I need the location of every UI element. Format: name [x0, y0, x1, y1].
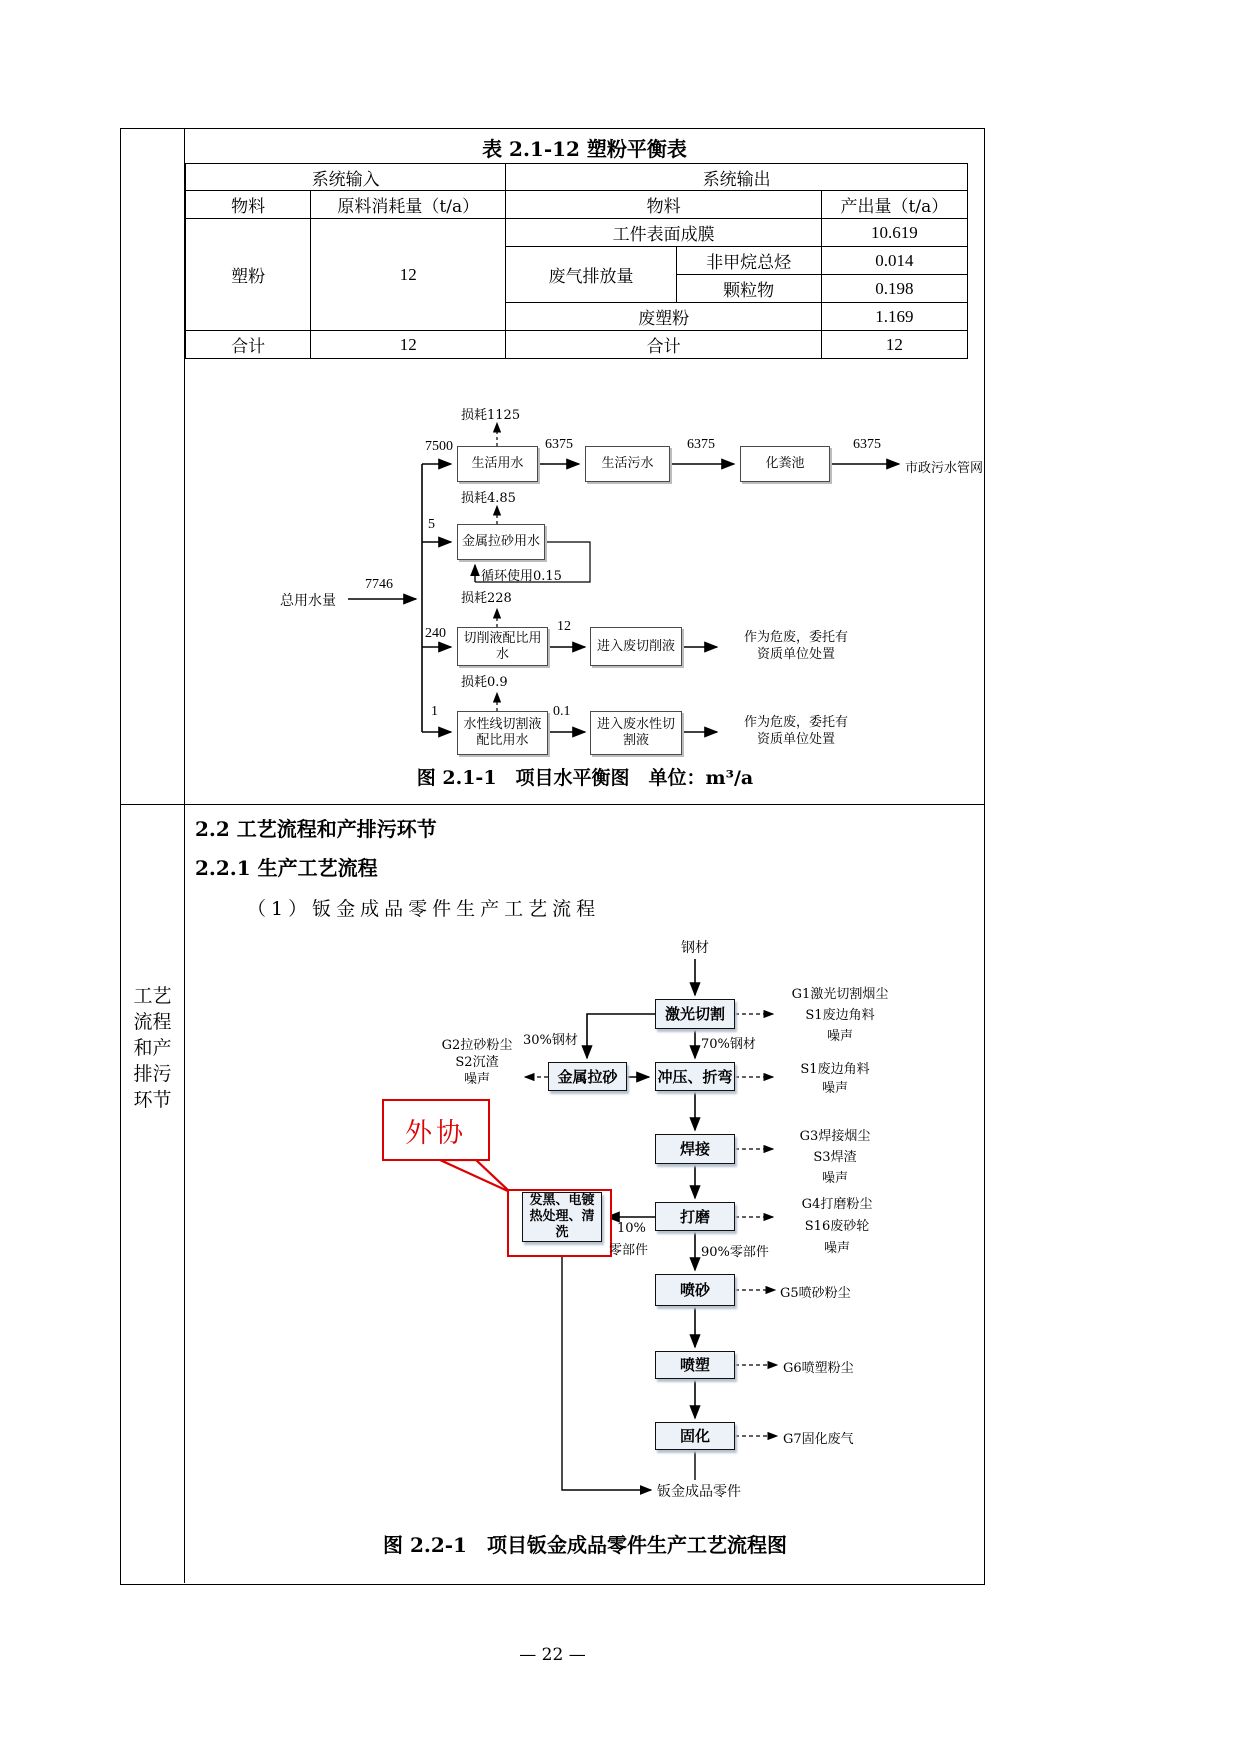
emission-g3 — [775, 1126, 895, 1189]
vlabel-line: 环节 — [133, 1089, 172, 1111]
process-diagram-caption: 图 2.2-1 项目钣金成品零件生产工艺流程图 — [383, 1533, 787, 1557]
row1-label-cell — [121, 129, 185, 804]
flow-7500: 7500 — [425, 439, 453, 454]
branch-10pct: 10% — [617, 1221, 646, 1236]
emission-g2-line3: 噪声 — [463, 1072, 490, 1087]
cell-pm-value: 0.198 — [821, 275, 967, 303]
flow-1: 1 — [431, 704, 438, 719]
cell-nmhc-value: 0.014 — [821, 247, 967, 275]
water-diagram-caption: 图 2.1-1 项目水平衡图 单位：m³/a — [416, 767, 754, 789]
header-system-output: 系统输出 — [506, 164, 968, 191]
loss-sanding: 损耗4.85 — [461, 491, 516, 506]
outsource-label: 外协 — [405, 1117, 467, 1149]
flow-0p1: 0.1 — [553, 704, 571, 719]
branch-10pct-parts: 零部件 — [609, 1243, 649, 1258]
step-metal-sanding: 金属拉砂 — [548, 1062, 627, 1091]
step-stamping-bending: 冲压、折弯 — [655, 1062, 735, 1091]
emission-g2 — [433, 1037, 521, 1088]
table-row — [186, 164, 968, 191]
cell-input-amount: 12 — [311, 219, 506, 331]
node-waste-cutting-fluid: 进入废切削液 — [590, 627, 682, 666]
header-system-input: 系统输入 — [186, 164, 506, 191]
flow-6375-b: 6375 — [687, 437, 715, 452]
emission-s1-line2: 噪声 — [821, 1081, 848, 1096]
frame-row-1 — [121, 129, 984, 805]
emission-g2-line2: S2沉渣 — [455, 1055, 499, 1070]
emission-g4-line1: G4打磨粉尘 — [801, 1197, 873, 1212]
cell-waste-label: 废塑粉 — [506, 303, 821, 331]
cell-total-out: 12 — [821, 331, 967, 359]
header-output-amount: 产出量（t/a） — [821, 191, 967, 219]
powder-balance-table — [185, 163, 968, 359]
outsource-callout — [382, 1099, 490, 1161]
vlabel-line: 和产 — [133, 1037, 172, 1059]
cell-pm-label: 颗粒物 — [676, 275, 821, 303]
emission-g3-line3: 噪声 — [821, 1171, 848, 1186]
node-wirecut-fluid-water: 水性线切割液配比用水 — [457, 711, 548, 755]
sink-hazwaste-2-line2: 资质单位处置 — [756, 732, 835, 747]
table-title: 表 2.1-12 塑粉平衡表 — [482, 137, 687, 161]
sink-hazwaste-2 — [721, 714, 871, 748]
emission-g1-line1: G1激光切割烟尘 — [791, 987, 889, 1002]
branch-30-steel: 30%钢材 — [523, 1033, 578, 1048]
flow-240: 240 — [425, 626, 446, 641]
emission-g6: G6喷塑粉尘 — [783, 1361, 854, 1376]
step-welding: 焊接 — [655, 1134, 735, 1164]
cell-total-label-in: 合计 — [186, 331, 311, 359]
water-source-label: 总用水量 — [280, 593, 336, 609]
cell-film-label: 工件表面成膜 — [506, 219, 821, 247]
flow-5: 5 — [428, 517, 435, 532]
emission-g1-line3: 噪声 — [826, 1029, 853, 1044]
item-1-line: （1）钣金成品零件生产工艺流程 — [247, 898, 601, 920]
flow-6375-c: 6375 — [853, 437, 881, 452]
branch-90pct-parts: 90%零部件 — [701, 1245, 769, 1260]
node-cutting-fluid-water: 切削液配比用水 — [457, 627, 548, 666]
row2-content — [185, 805, 984, 1583]
emission-g4 — [777, 1194, 897, 1260]
node-living-water: 生活用水 — [457, 446, 538, 482]
water-balance-diagram — [185, 371, 984, 799]
sink-hazwaste-1-line1: 作为危废，委托有 — [743, 630, 848, 645]
node-sewage: 生活污水 — [585, 446, 670, 482]
frame-row-2 — [121, 805, 984, 1583]
vlabel-line: 流程 — [133, 1011, 172, 1033]
table-row — [186, 191, 968, 219]
header-material-out: 物料 — [506, 191, 821, 219]
sink-municipal-pipe: 市政污水管网 — [905, 461, 984, 476]
vlabel-line: 工艺 — [133, 985, 172, 1007]
emission-g5: G5喷砂粉尘 — [780, 1286, 851, 1301]
cell-input-material: 塑粉 — [186, 219, 311, 331]
emission-g1 — [775, 984, 905, 1047]
emission-g4-line2: S16废砂轮 — [804, 1219, 870, 1234]
row1-content — [185, 129, 984, 804]
emission-s1-line1: S1废边角料 — [800, 1062, 870, 1077]
process-flow-diagram — [185, 929, 984, 1569]
recycle-label: 循环使用0.15 — [481, 569, 562, 584]
step-grinding: 打磨 — [655, 1202, 735, 1231]
page-number: — 22 — — [519, 1645, 586, 1665]
branch-70-steel: 70%钢材 — [701, 1037, 756, 1052]
sink-hazwaste-2-line1: 作为危废，委托有 — [743, 715, 848, 730]
loss-wirecut: 损耗0.9 — [461, 675, 508, 690]
step-curing: 固化 — [655, 1422, 735, 1450]
flow-6375-a: 6375 — [545, 437, 573, 452]
step-powder-spraying: 喷塑 — [655, 1351, 735, 1379]
cell-exhaust-label: 废气排放量 — [506, 247, 676, 303]
sidebar-vertical-label — [121, 983, 184, 1113]
emission-s1 — [775, 1060, 895, 1098]
header-consumption: 原料消耗量（t/a） — [311, 191, 506, 219]
final-product-label: 钣金成品零件 — [657, 1484, 741, 1500]
node-septic-tank: 化粪池 — [740, 446, 830, 482]
heading-2-2: 2.2 工艺流程和产排污环节 — [195, 817, 437, 841]
cell-total-in: 12 — [311, 331, 506, 359]
emission-g3-line2: S3焊渣 — [813, 1150, 857, 1165]
cell-waste-value: 1.169 — [821, 303, 967, 331]
emission-g1-line2: S1废边角料 — [805, 1008, 875, 1023]
emission-g3-line1: G3焊接烟尘 — [799, 1129, 871, 1144]
sink-hazwaste-1 — [721, 629, 871, 663]
emission-g2-line1: G2拉砂粉尘 — [441, 1038, 513, 1053]
node-waste-wirecut-fluid: 进入废水性切割液 — [590, 711, 682, 755]
loss-cutting: 损耗228 — [461, 591, 512, 606]
table-row — [186, 331, 968, 359]
header-material-in: 物料 — [186, 191, 311, 219]
row2-label-cell — [121, 805, 185, 1583]
outsource-callout-tail — [440, 1160, 510, 1192]
table-row — [186, 219, 968, 247]
cell-total-label-out: 合计 — [506, 331, 821, 359]
step-laser-cutting: 激光切割 — [655, 999, 735, 1029]
node-sanding-water: 金属拉砂用水 — [457, 524, 545, 560]
loss-living: 损耗1125 — [461, 408, 521, 423]
cell-nmhc-label: 非甲烷总烃 — [676, 247, 821, 275]
cell-film-value: 10.619 — [821, 219, 967, 247]
heading-2-2-1: 2.2.1 生产工艺流程 — [195, 856, 378, 880]
step-sandblasting: 喷砂 — [655, 1274, 735, 1306]
step-blackening-plating: 发黑、电镀热处理、清洗 — [522, 1192, 602, 1242]
flow-12: 12 — [557, 619, 571, 634]
flow-total: 7746 — [365, 577, 393, 592]
process-input-steel: 钢材 — [681, 940, 709, 956]
emission-g7: G7固化废气 — [783, 1432, 854, 1447]
page-frame — [120, 128, 985, 1585]
emission-g4-line3: 噪声 — [823, 1241, 850, 1256]
vlabel-line: 排污 — [133, 1063, 172, 1085]
sink-hazwaste-1-line2: 资质单位处置 — [756, 647, 835, 662]
